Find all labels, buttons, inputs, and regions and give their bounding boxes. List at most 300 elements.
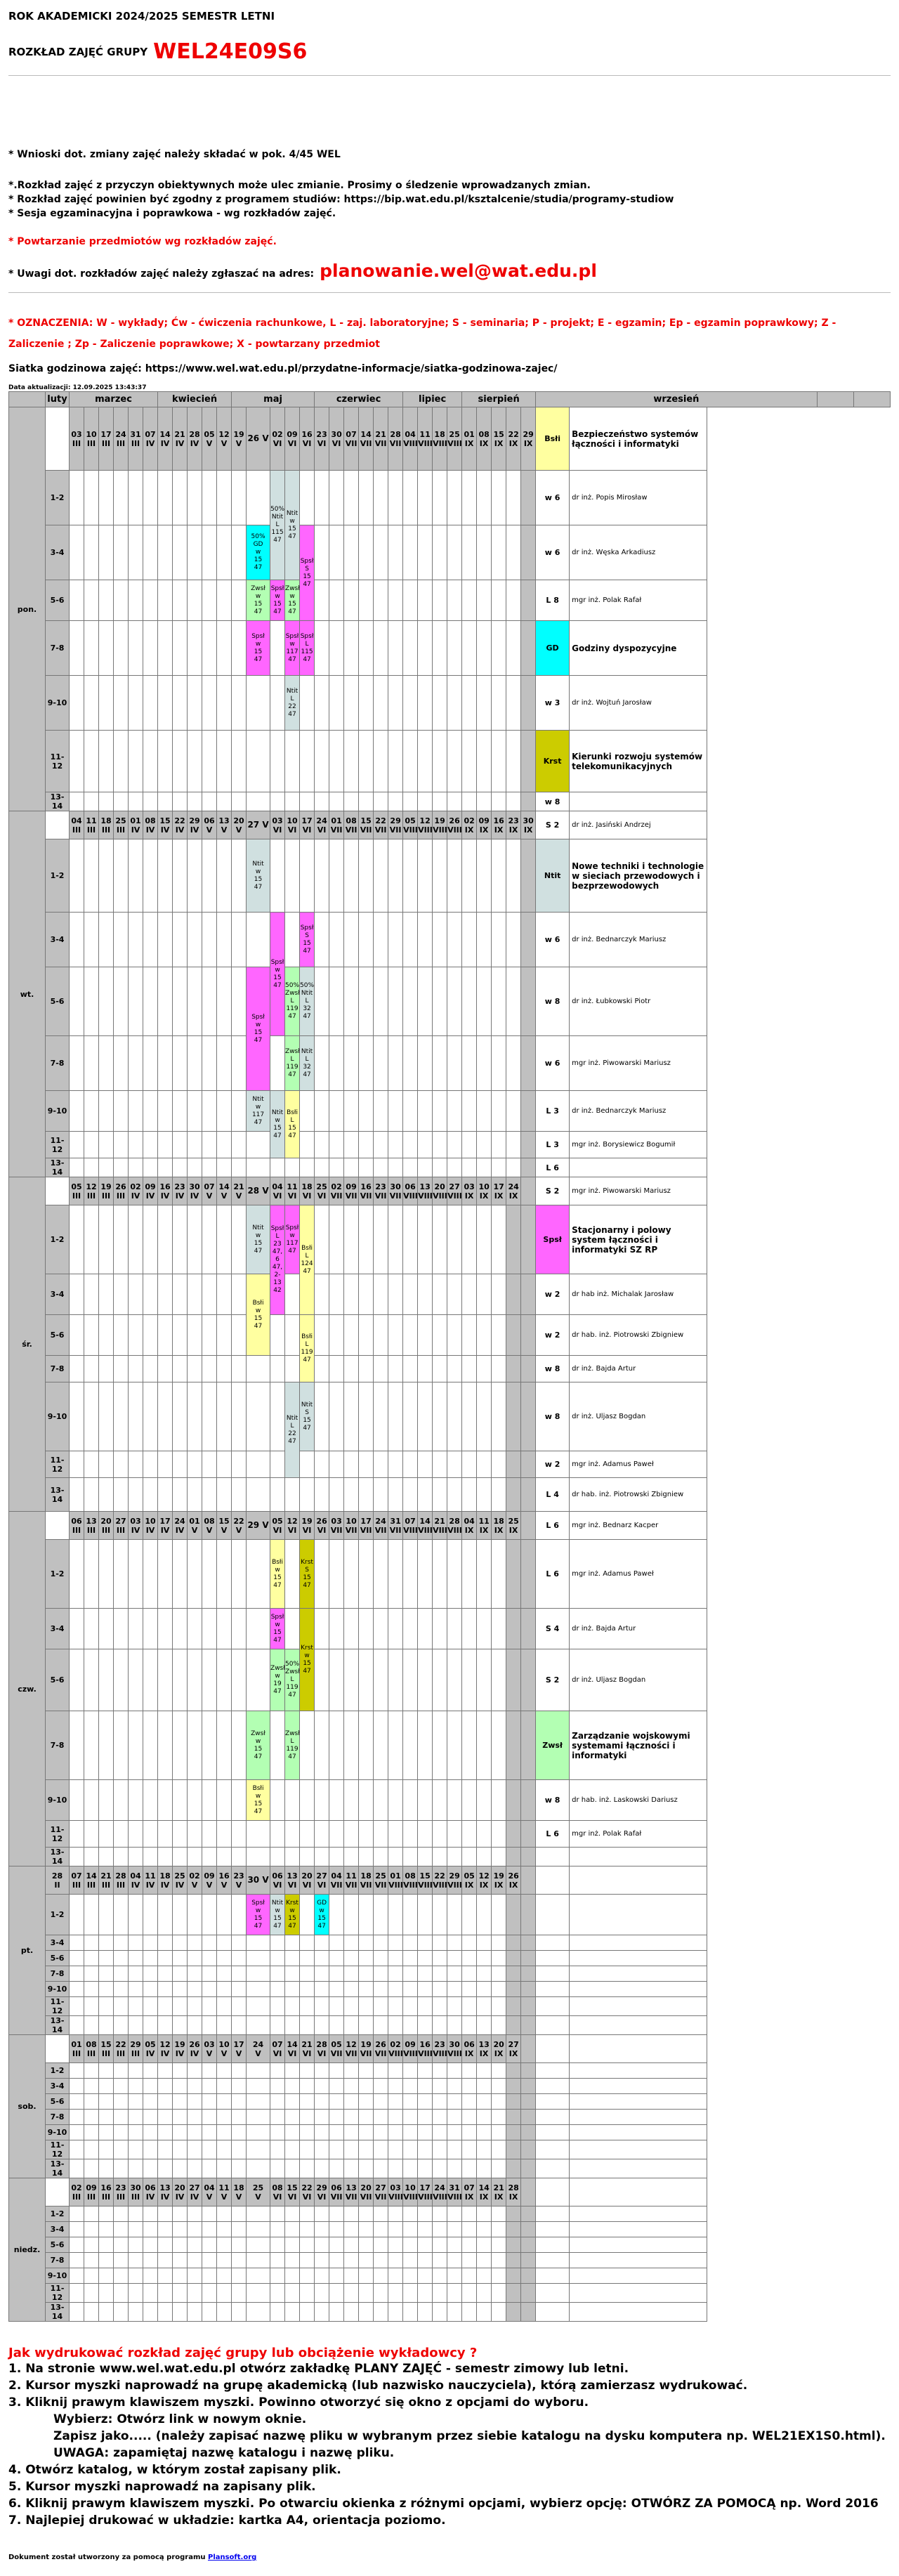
empty-cell — [129, 1158, 143, 1177]
empty-cell — [129, 1036, 143, 1091]
empty-cell — [521, 2303, 536, 2322]
empty-cell — [462, 2303, 477, 2322]
empty-cell — [114, 1205, 129, 1274]
empty-cell — [462, 1711, 477, 1780]
empty-cell — [114, 2063, 129, 2079]
empty-cell — [315, 731, 329, 792]
empty-cell — [492, 2222, 506, 2237]
empty-cell — [114, 2110, 129, 2125]
empty-cell — [315, 2268, 329, 2284]
empty-cell — [285, 1848, 300, 1866]
empty-cell — [188, 792, 202, 811]
slot-label: 5-6 — [46, 2237, 70, 2253]
empty-cell — [70, 1478, 84, 1512]
class-event[interactable]: Spsł L 23 47, 6 47, 2-13 42 — [270, 1205, 285, 1315]
empty-cell — [477, 1935, 492, 1951]
teacher-cell — [570, 1966, 707, 1982]
empty-cell — [285, 1609, 300, 1649]
empty-cell — [374, 2222, 388, 2237]
empty-cell — [247, 2063, 270, 2079]
class-event[interactable]: Spsł w 15 47 — [247, 967, 270, 1091]
date-cell: 23 VIII — [433, 2035, 447, 2063]
feb-date-cell — [46, 2035, 70, 2063]
date-cell: 13 V — [217, 811, 232, 839]
date-cell: 01 IV — [129, 811, 143, 839]
empty-cell — [521, 621, 536, 676]
empty-cell — [232, 580, 247, 621]
empty-cell — [188, 676, 202, 731]
class-event[interactable]: Zwsł w 15 47 — [285, 580, 300, 621]
empty-cell — [114, 1158, 129, 1177]
empty-cell — [359, 580, 374, 621]
teacher-cell: dr inż. Popis Mirosław — [570, 471, 707, 525]
empty-cell — [202, 1382, 217, 1451]
empty-cell — [232, 621, 247, 676]
empty-cell — [447, 2237, 462, 2253]
class-event[interactable]: 50% GD w 15 47 — [247, 525, 270, 580]
empty-cell — [247, 1158, 270, 1177]
empty-cell — [232, 2253, 247, 2268]
empty-cell — [477, 2284, 492, 2303]
empty-cell — [477, 1274, 492, 1315]
slot-row — [9, 1780, 891, 1821]
empty-cell — [374, 2094, 388, 2110]
class-event[interactable]: Spsł w 15 47 — [247, 1895, 270, 1935]
empty-cell — [477, 2222, 492, 2237]
empty-cell — [114, 1478, 129, 1512]
class-event[interactable]: Spsł w 15 47 — [270, 580, 285, 621]
class-event[interactable]: Bsłi w 15 47 — [247, 1274, 270, 1356]
grid-link[interactable]: Siatka godzinowa zajęć: https://www.wel.wat.edu.pl/przydatne-informacje/siatka-godzinowa-zajec/ — [8, 363, 558, 374]
empty-cell — [403, 839, 418, 913]
class-event[interactable]: Ntit w 15 47 — [247, 839, 270, 913]
empty-cell — [232, 967, 247, 1036]
room-cell — [536, 2035, 570, 2063]
empty-cell — [447, 1356, 462, 1382]
empty-cell — [285, 2079, 300, 2094]
empty-cell — [477, 525, 492, 580]
slot-row — [9, 731, 891, 792]
empty-cell — [173, 2253, 188, 2268]
empty-cell — [344, 1540, 359, 1609]
empty-cell — [433, 1356, 447, 1382]
note-1: * Wnioski dot. zmiany zajęć należy składać w pok. 4/45 WEL — [8, 149, 341, 160]
empty-cell — [84, 2125, 99, 2140]
class-event[interactable]: Ntit S 15 47 — [300, 1382, 315, 1451]
empty-cell — [329, 1997, 344, 2016]
empty-cell — [315, 2284, 329, 2303]
class-event[interactable]: 50% Ntit L 115 47 — [270, 471, 285, 580]
slot-row — [9, 1895, 891, 1935]
slot-label: 11-12 — [46, 1821, 70, 1848]
empty-cell — [447, 1780, 462, 1821]
room-cell — [536, 2237, 570, 2253]
empty-cell — [143, 1982, 158, 1997]
empty-cell — [70, 1609, 84, 1649]
empty-cell — [506, 471, 521, 525]
empty-cell — [285, 2206, 300, 2222]
empty-cell — [143, 1315, 158, 1356]
empty-cell — [359, 1382, 374, 1451]
class-event[interactable]: Ntit w 15 47 — [285, 471, 300, 580]
empty-cell — [173, 1036, 188, 1091]
empty-cell — [217, 2237, 232, 2253]
empty-cell — [270, 2094, 285, 2110]
date-cell: 26 VIII — [447, 811, 462, 839]
empty-cell — [506, 1951, 521, 1966]
empty-cell — [114, 1982, 129, 1997]
empty-cell — [418, 2079, 433, 2094]
empty-cell — [433, 676, 447, 731]
teacher-cell: dr hab. inż. Piotrowski Zbigniew — [570, 1315, 707, 1356]
empty-cell — [270, 1478, 285, 1512]
empty-cell — [403, 1609, 418, 1649]
empty-cell — [173, 1649, 188, 1711]
room-cell: w 2 — [536, 1274, 570, 1315]
contact-email-link[interactable]: planowanie.wel@wat.edu.pl — [320, 261, 597, 281]
room-cell — [536, 2159, 570, 2178]
empty-cell — [418, 967, 433, 1036]
empty-cell — [285, 2094, 300, 2110]
empty-cell — [344, 2237, 359, 2253]
empty-cell — [300, 792, 315, 811]
empty-cell — [84, 2079, 99, 2094]
class-event[interactable]: Krst w 15 47 — [300, 1609, 315, 1711]
class-event[interactable]: Zwsł L 119 47 — [285, 1036, 300, 1091]
empty-cell — [521, 1780, 536, 1821]
howto-step: 5. Kursor myszki naprowadź na zapisany plik. — [8, 2480, 316, 2494]
empty-cell — [114, 1036, 129, 1091]
empty-cell — [217, 2063, 232, 2079]
slot-label: 1-2 — [46, 1895, 70, 1935]
slot-label: 7-8 — [46, 1966, 70, 1982]
empty-cell — [492, 1382, 506, 1451]
empty-cell — [232, 2222, 247, 2237]
slot-label: 13-14 — [46, 2303, 70, 2322]
empty-cell — [506, 1780, 521, 1821]
class-event[interactable]: Bsłi L 15 47 — [285, 1091, 300, 1158]
empty-cell — [188, 1478, 202, 1512]
empty-cell — [521, 471, 536, 525]
empty-cell — [300, 2063, 315, 2079]
empty-cell — [329, 2125, 344, 2140]
empty-cell — [84, 1205, 99, 1274]
empty-cell — [447, 1478, 462, 1512]
empty-cell — [232, 2125, 247, 2140]
class-event[interactable]: 50% Zwsł L 119 47 — [285, 1649, 300, 1711]
empty-cell — [521, 2063, 536, 2079]
date-cell: 15 VI — [285, 2178, 300, 2206]
empty-cell — [300, 2303, 315, 2322]
empty-cell — [232, 1451, 247, 1478]
empty-cell — [99, 1540, 114, 1609]
empty-cell — [329, 1711, 344, 1780]
empty-cell — [143, 1966, 158, 1982]
empty-cell — [202, 2159, 217, 2178]
empty-cell — [217, 1205, 232, 1274]
empty-cell — [143, 2253, 158, 2268]
empty-cell — [99, 1951, 114, 1966]
empty-cell — [217, 792, 232, 811]
class-event[interactable]: Bsłi L 124 47 — [300, 1205, 315, 1315]
empty-cell — [158, 2079, 173, 2094]
schedule-table — [8, 391, 891, 2322]
empty-cell — [359, 1982, 374, 1997]
empty-cell — [217, 2159, 232, 2178]
class-event[interactable]: 50% Ntit L 32 47 — [300, 967, 315, 1036]
empty-cell — [99, 471, 114, 525]
empty-cell — [506, 1205, 521, 1274]
empty-cell — [173, 731, 188, 792]
empty-cell — [84, 1036, 99, 1091]
empty-cell — [418, 1382, 433, 1451]
empty-cell — [188, 2094, 202, 2110]
empty-cell — [344, 1036, 359, 1091]
empty-cell — [315, 1036, 329, 1091]
date-cell: 02 VI — [270, 407, 285, 471]
slot-label: 7-8 — [46, 2253, 70, 2268]
empty-cell — [158, 1951, 173, 1966]
date-cell: 30 VI — [329, 407, 344, 471]
empty-cell — [329, 2206, 344, 2222]
class-event[interactable]: Ntit L 22 47 — [285, 1382, 300, 1478]
room-cell: L 6 — [536, 1158, 570, 1177]
day-label-pt.: pt. — [9, 1866, 46, 2035]
empty-cell — [477, 1036, 492, 1091]
empty-cell — [173, 2303, 188, 2322]
class-event[interactable]: Ntit w 15 47 — [270, 1091, 285, 1158]
empty-cell — [232, 525, 247, 580]
empty-cell — [285, 1966, 300, 1982]
empty-cell — [84, 1382, 99, 1451]
teacher-cell — [570, 2079, 707, 2094]
empty-cell — [84, 2159, 99, 2178]
empty-cell — [462, 2284, 477, 2303]
class-event[interactable]: Spsł w 117 47 — [285, 621, 300, 676]
date-row — [9, 2178, 891, 2206]
class-event[interactable]: Zwsł w 15 47 — [247, 1711, 270, 1780]
empty-cell — [232, 1935, 247, 1951]
date-cell: 10 IX — [477, 1177, 492, 1205]
class-event[interactable]: Ntit L 22 47 — [285, 676, 300, 731]
class-event[interactable]: Ntit w 15 47 — [247, 1205, 270, 1274]
month-header-2: kwiecień — [158, 392, 232, 407]
empty-cell — [300, 1895, 315, 1935]
empty-cell — [270, 1036, 285, 1091]
empty-cell — [477, 1315, 492, 1356]
slot-label: 1-2 — [46, 471, 70, 525]
empty-cell — [270, 676, 285, 731]
empty-cell — [129, 1315, 143, 1356]
empty-cell — [374, 839, 388, 913]
class-event[interactable]: 50% Zwsł L 119 47 — [285, 967, 300, 1036]
empty-cell — [114, 1315, 129, 1356]
empty-cell — [433, 1382, 447, 1451]
empty-cell — [114, 525, 129, 580]
class-event[interactable]: Spsł w 15 47 — [270, 1609, 285, 1649]
empty-cell — [329, 2159, 344, 2178]
class-event[interactable]: Spsł S 15 47 — [300, 525, 315, 621]
empty-cell — [506, 525, 521, 580]
empty-cell — [462, 2094, 477, 2110]
class-event[interactable]: Krst w 15 47 — [285, 1895, 300, 1935]
empty-cell — [344, 1158, 359, 1177]
class-event[interactable]: Ntit L 32 47 — [300, 1036, 315, 1091]
empty-cell — [99, 1848, 114, 1866]
empty-cell — [114, 913, 129, 967]
class-event[interactable]: Zwsł w 19 47 — [270, 1649, 285, 1711]
date-cell: 18 III — [99, 811, 114, 839]
empty-cell — [329, 1205, 344, 1274]
empty-cell — [506, 1451, 521, 1478]
howto-step: 2. Kursor myszki naprowadź na grupę akademicką (lub nazwisko nauczyciela), którą zamierzasz wydrukować. — [8, 2379, 748, 2393]
empty-cell — [158, 1451, 173, 1478]
empty-cell — [99, 2094, 114, 2110]
class-event[interactable]: Spsł w 15 47 — [247, 621, 270, 676]
teacher-cell: dr inż. Bednarczyk Mariusz — [570, 913, 707, 967]
empty-cell — [418, 2140, 433, 2159]
empty-cell — [114, 967, 129, 1036]
empty-cell — [477, 1848, 492, 1866]
class-event[interactable]: Krst S 15 47 — [300, 1540, 315, 1609]
room-cell — [536, 2284, 570, 2303]
empty-cell — [374, 2063, 388, 2079]
slot-label: 9-10 — [46, 1780, 70, 1821]
empty-cell — [247, 1382, 270, 1451]
date-cell: 23 IV — [173, 1177, 188, 1205]
teacher-cell — [570, 2253, 707, 2268]
empty-cell — [388, 1091, 403, 1132]
empty-cell — [158, 1205, 173, 1274]
empty-cell — [232, 2268, 247, 2284]
empty-cell — [462, 839, 477, 913]
date-cell: 10 IV — [143, 1512, 158, 1540]
empty-cell — [388, 2284, 403, 2303]
empty-cell — [447, 2110, 462, 2125]
class-event[interactable]: Zwsł L 119 47 — [285, 1711, 300, 1780]
empty-cell — [202, 580, 217, 621]
room-cell: w 8 — [536, 1382, 570, 1451]
empty-cell — [158, 2253, 173, 2268]
empty-cell — [129, 1609, 143, 1649]
empty-cell — [158, 731, 173, 792]
empty-cell — [329, 1951, 344, 1966]
empty-cell — [217, 731, 232, 792]
empty-cell — [344, 2268, 359, 2284]
empty-cell — [129, 2206, 143, 2222]
empty-cell — [388, 1780, 403, 1821]
slot-row — [9, 1274, 891, 1315]
feb-date-cell — [46, 1512, 70, 1540]
date-cell: 08 IX — [477, 407, 492, 471]
empty-cell — [433, 839, 447, 913]
empty-cell — [447, 1451, 462, 1478]
empty-cell — [388, 1274, 403, 1315]
empty-cell — [329, 2253, 344, 2268]
empty-cell — [70, 2284, 84, 2303]
teacher-cell — [570, 1848, 707, 1866]
empty-cell — [388, 967, 403, 1036]
plansoft-link[interactable]: Plansoft.org — [207, 2554, 257, 2561]
empty-cell — [477, 1478, 492, 1512]
empty-cell — [344, 1091, 359, 1132]
class-event[interactable]: Spsł w 15 47 — [270, 913, 285, 1036]
empty-cell — [315, 1951, 329, 1966]
empty-cell — [388, 1036, 403, 1091]
class-event[interactable]: Bsłi w 15 47 — [270, 1540, 285, 1609]
empty-cell — [270, 2222, 285, 2237]
slot-label: 9-10 — [46, 1382, 70, 1451]
empty-cell — [158, 1274, 173, 1315]
empty-cell — [232, 2140, 247, 2159]
empty-cell — [129, 839, 143, 913]
empty-cell — [202, 676, 217, 731]
empty-cell — [374, 1158, 388, 1177]
empty-cell — [388, 1711, 403, 1780]
empty-cell — [403, 2140, 418, 2159]
empty-cell — [521, 1966, 536, 1982]
empty-cell — [521, 1935, 536, 1951]
empty-cell — [433, 1895, 447, 1935]
slot-label: 13-14 — [46, 792, 70, 811]
class-event[interactable]: Spsł w 117 47 — [285, 1205, 300, 1274]
empty-cell — [359, 2110, 374, 2125]
class-event[interactable]: Bsłi L 119 47 — [300, 1315, 315, 1382]
empty-cell — [477, 1540, 492, 1609]
empty-cell — [433, 2253, 447, 2268]
class-event[interactable]: Ntit w 117 47 — [247, 1091, 270, 1132]
class-event[interactable]: Zwsł w 15 47 — [247, 580, 270, 621]
room-cell: w 6 — [536, 471, 570, 525]
empty-cell — [232, 792, 247, 811]
howto-title: Jak wydrukować rozkład zajęć grupy lub obciążenie wykładowcy ? — [8, 2346, 478, 2360]
class-event[interactable]: GD w 15 47 — [315, 1895, 329, 1935]
empty-cell — [99, 1315, 114, 1356]
empty-cell — [359, 792, 374, 811]
class-event[interactable]: Spsł L 115 47 — [300, 621, 315, 676]
empty-cell — [462, 525, 477, 580]
room-cell — [536, 1997, 570, 2016]
empty-cell — [388, 2268, 403, 2284]
empty-cell — [129, 1711, 143, 1780]
date-cell: 29 VII — [388, 811, 403, 839]
empty-cell — [232, 1780, 247, 1821]
room-cell — [536, 2178, 570, 2206]
class-event[interactable]: Spsł S 15 47 — [300, 913, 315, 967]
room-cell: w 6 — [536, 1036, 570, 1091]
empty-cell — [433, 2159, 447, 2178]
date-cell — [521, 1866, 536, 1895]
empty-cell — [492, 2206, 506, 2222]
empty-cell — [433, 1821, 447, 1848]
class-event[interactable]: Bsłi w 15 47 — [247, 1780, 270, 1821]
empty-cell — [433, 2063, 447, 2079]
class-event[interactable]: Ntit w 15 47 — [270, 1895, 285, 1935]
empty-cell — [232, 2094, 247, 2110]
date-cell: 02 VII — [329, 1177, 344, 1205]
empty-cell — [374, 1274, 388, 1315]
empty-cell — [129, 525, 143, 580]
empty-cell — [217, 1951, 232, 1966]
empty-cell — [403, 1274, 418, 1315]
slot-label: 7-8 — [46, 1711, 70, 1780]
empty-cell — [84, 1158, 99, 1177]
empty-cell — [344, 1382, 359, 1451]
empty-cell — [388, 792, 403, 811]
teacher-cell — [570, 2284, 707, 2303]
empty-cell — [202, 2253, 217, 2268]
empty-cell — [462, 1540, 477, 1609]
